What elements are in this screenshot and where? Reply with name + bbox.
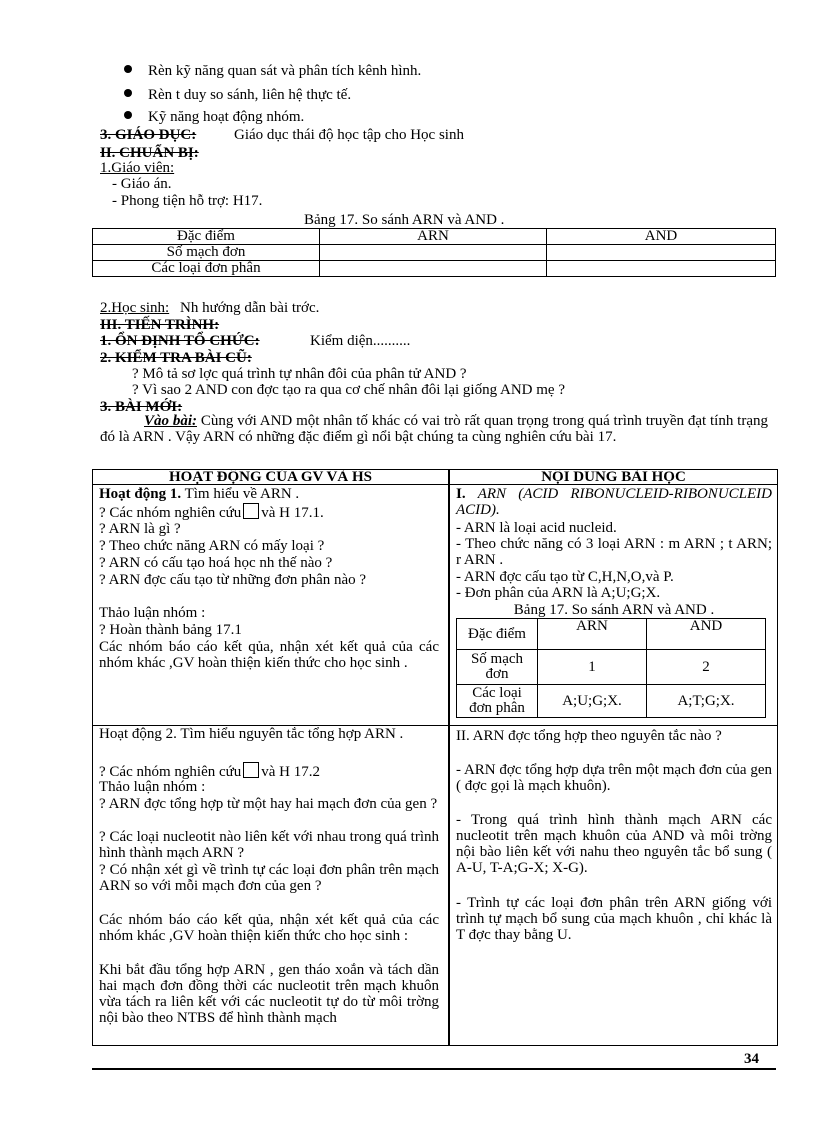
content-line: - Đơn phân của ARN là A;U;G;X. (456, 585, 661, 601)
activity-2-report: Các nhóm báo cáo kết qủa, nhận xét kết quả của các nhóm khác ,GV hoàn thiện kiến thức cho học sinh : (99, 912, 439, 944)
activity-1-question: ? Theo chức năng ARN có mấy loại ? (99, 538, 325, 554)
activity-1-question: ? ARN đợc cấu tạo từ những đơn phân nào ? (99, 572, 367, 588)
right-column-header: NỘI DUNG BÀI HỌC (450, 470, 777, 485)
section-3-label: 3. GIÁO DỤC: (100, 127, 197, 143)
content-line: - Theo chức năng có 3 loại ARN : m ARN ; t ARN; r ARN . (456, 536, 772, 568)
table-row (457, 650, 766, 685)
content-column (450, 470, 777, 1045)
section-3-text: Giáo dục thái độ học tập cho Học sinh (234, 127, 464, 143)
activity-1-task: ? Hoàn thành bảng 17.1 (99, 622, 242, 638)
bullet-dot (124, 65, 132, 73)
section-iii-label: III. TIẾN TRÌNH: (100, 317, 220, 333)
vao-bai-text: Cùng với AND một nhân tố khác có vai trò rất quan trọng trong quá trình truyền đạt tính trạng đó là ARN . Vậy ARN có những đặc điểm gì nổi bật chúng ta cùng nghiên cứu bài 17. (100, 413, 768, 445)
table-header: AND (547, 229, 776, 245)
teacher-label: 1.Giáo viên: (100, 160, 175, 176)
kiem-tra-label: 2. KIỂM TRA BÀI CŨ: (100, 350, 252, 366)
section-ii-label: II. CHUẨN BỊ: (100, 145, 199, 161)
bullet-dot (124, 111, 132, 119)
activity-1-question: ? ARN là gì ? (99, 521, 181, 537)
activity-1-report: Các nhóm báo cáo kết qủa, nhận xét kết quả của các nhóm khác ,GV hoàn thiện kiến thức cho học sinh . (99, 639, 439, 671)
comparison-table (92, 228, 776, 277)
table-cell: 2 (647, 650, 766, 685)
on-dinh-label: 1. ỔN ĐỊNH TỔ CHỨC: (100, 333, 260, 349)
student-text: Nh hướng dẫn bài trớc. (180, 300, 320, 316)
activity-1-discuss: Thảo luận nhóm : (99, 605, 206, 621)
table-cell: 1 (538, 650, 647, 685)
bullet-dot (124, 89, 132, 97)
on-dinh-text: Kiểm diện.......... (310, 333, 411, 349)
table-cell: A;U;G;X. (538, 685, 647, 718)
footer-rule (92, 1068, 776, 1070)
table-row (93, 245, 776, 261)
content-section-2-title: II. ARN đợc tổng hợp theo nguyên tắc nào ? (456, 728, 722, 744)
content-section-1-title: I. ARN (ACID RIBONUCLEID-RIBONUCLEID ACID). (456, 486, 772, 518)
vao-bai-paragraph (100, 413, 768, 445)
teacher-item: - Phong tiện hỗ trợ: H17. (112, 193, 263, 209)
activity-2-question: ? Có nhận xét gì về trình tự các loại đơn phân trên mạch ARN so với mỗi mạch đơn của gen ? (99, 862, 439, 894)
activity-2-question: ? ARN đợc tổng hợp từ một hay hai mạch đơn của gen ? (99, 796, 438, 812)
table-row (457, 685, 766, 718)
activity-1-label: Hoạt động 1. (99, 486, 182, 502)
bullet-item: Kỹ năng hoạt động nhóm. (148, 109, 305, 125)
activity-2-study: ? Các nhóm nghiên cứu và H 17.2 (99, 764, 321, 780)
bai-moi-label: 3. BÀI MỚI: (100, 399, 183, 415)
section-divider (450, 725, 777, 726)
inner-comparison-table (456, 618, 766, 718)
activity-1-question: ? ARN có cấu tạo hoá học nh thế nào ? (99, 555, 333, 571)
left-column-header: HOẠT ĐỘNG CỦA GV VÀ HS (93, 470, 448, 485)
table-header: ARN (538, 619, 647, 650)
content-paragraph: - Trình tự các loại đơn phân trên ARN giống với trình tự mạch bổ sung của mạch khuôn , chỉ khác là T đợc thay bằng U. (456, 895, 772, 943)
activities-column (93, 470, 450, 1045)
table-cell: Các loại đơn phân (93, 261, 320, 277)
table-cell (320, 261, 547, 277)
student-label: 2.Học sinh: (100, 300, 170, 316)
table-header: ARN (320, 229, 547, 245)
kiem-tra-question: ? Vì sao 2 AND con đợc tạo ra qua cơ chế nhân đôi lại giống AND mẹ ? (132, 382, 565, 398)
kiem-tra-question: ? Mô tả sơ lợc quá trình tự nhân đôi của phân tử AND ? (132, 366, 467, 382)
bullet-item: Rèn kỹ năng quan sát và phân tích kênh hình. (148, 63, 422, 79)
activity-divider (93, 725, 448, 726)
content-line: - ARN đợc cấu tạo từ C,H,N,O,và P. (456, 569, 674, 585)
table-cell: Các loại đơn phân (457, 685, 538, 718)
activity-2-question: ? Các loại nucleotit nào liên kết với nhau trong quá trình hình thành mạch ARN ? (99, 829, 439, 861)
content-paragraph: - Trong quá trình hình thành mạch ARN các nucleotit trên mạch khuôn của AND và môi trờng nội bào liên kết với nahu theo nguyên tắc bổ sung ( A-U, T-A;G-X; X-G). (456, 812, 772, 876)
activity-1-title: Hoạt động 1. Tìm hiểu về ARN . (99, 486, 300, 502)
table-cell (547, 261, 776, 277)
page-number: 34 (744, 1051, 759, 1067)
table-cell (547, 245, 776, 261)
activity-2-explain: Khi bắt đầu tổng hợp ARN , gen tháo xoắn và tách dần hai mạch đơn đồng thời các nucleotit trên mạch khuôn vừa tách ra liên kết với các nucleotit tự do từ môi trờng nội bào theo NTBS để hình thành mạch (99, 962, 439, 1026)
checkbox-icon (243, 762, 259, 778)
activity-2-title: Hoạt động 2. Tìm hiểu nguyên tắc tổng hợp ARN . (99, 726, 404, 742)
content-line: - ARN là loại acid nucleid. (456, 520, 617, 536)
checkbox-icon (243, 503, 259, 519)
table-header: AND (647, 619, 766, 650)
content-paragraph: - ARN đợc tổng hợp dựa trên một mạch đơn của gen ( đợc gọi là mạch khuôn). (456, 762, 772, 794)
table-cell: A;T;G;X. (647, 685, 766, 718)
activity-2-discuss: Thảo luận nhóm : (99, 779, 206, 795)
bullet-item: Rèn t duy so sánh, liên hệ thực tế. (148, 87, 352, 103)
table1-caption: Bảng 17. So sánh ARN và AND . (304, 212, 505, 228)
table-row (93, 261, 776, 277)
table-cell: Số mạch đơn (457, 650, 538, 685)
table-header: Đặc điểm (93, 229, 320, 245)
activity-1-study: ? Các nhóm nghiên cứu và H 17.1. (99, 505, 324, 521)
table-cell (320, 245, 547, 261)
table2-caption: Bảng 17. So sánh ARN và AND . (513, 602, 715, 618)
vao-bai-label: Vào bài: (144, 413, 197, 429)
teacher-item: - Giáo án. (112, 176, 172, 192)
table-header: Đặc điểm (457, 619, 538, 650)
lesson-table (92, 469, 778, 1046)
table-cell: Số mạch đơn (93, 245, 320, 261)
